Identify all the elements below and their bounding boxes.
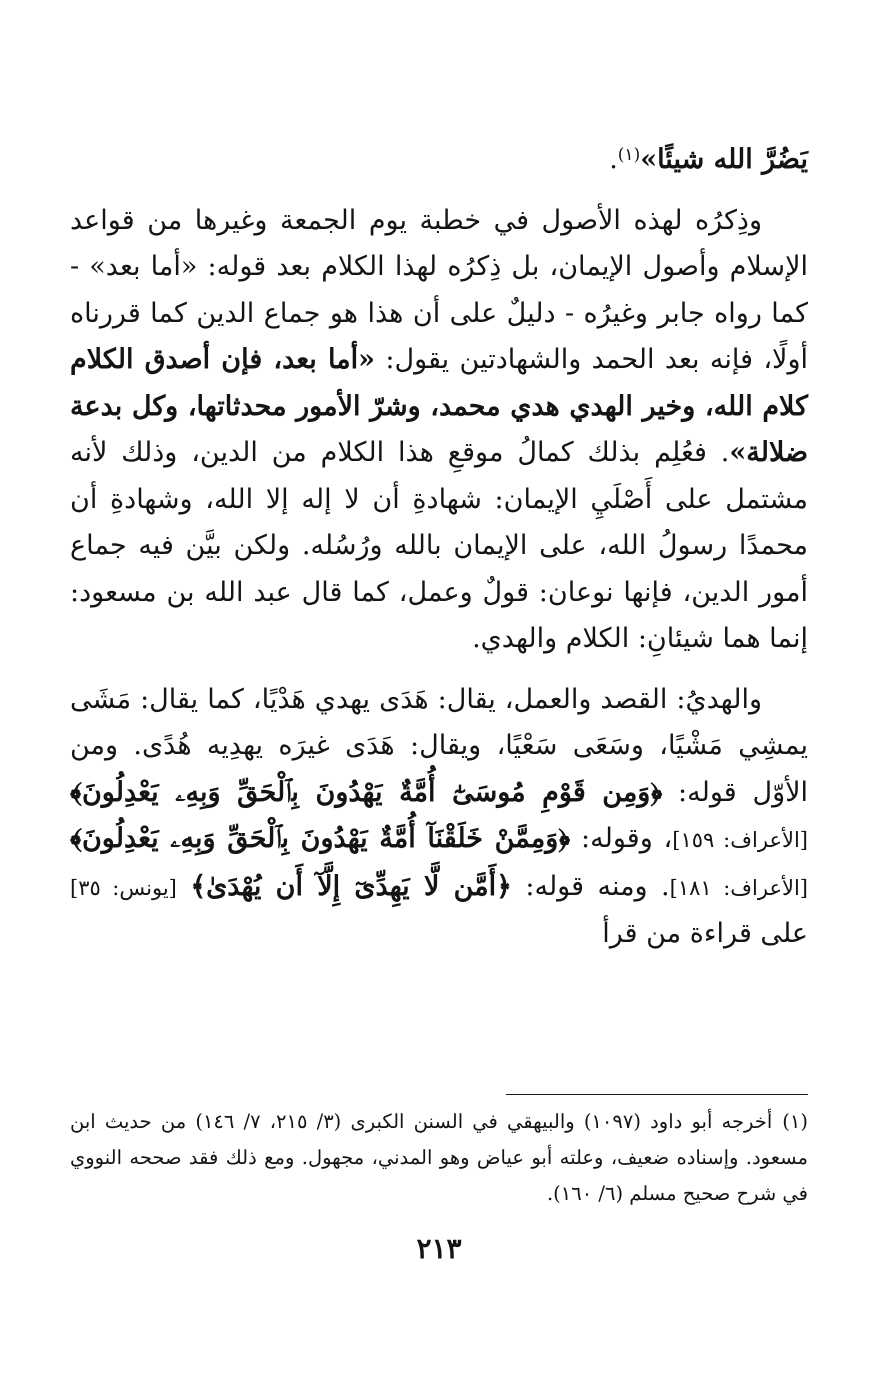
paragraph-2 <box>70 198 808 663</box>
book-page <box>70 0 808 1392</box>
paragraph-3-text-1: والهديُ: القصد والعمل، يقال: هَدَى يهدي هَدْيًا، كما يقال: مَشَى يمشِي مَشْيًا، وسَعَى سَعْيًا، ويقال: هَدَى غيرَه يهدِيه هُدًى. ومن الأوّل قوله: <box>70 683 809 808</box>
quran-verse-3: ﴿أَمَّن لَّا يَهِدِّىٓ إِلَّآ أَن يُهْدَىٰ﴾ <box>190 870 512 902</box>
paragraph-1 <box>70 132 808 184</box>
paragraph-3-text-3: . ومنه قوله: <box>511 870 670 902</box>
quran-verse-2: ﴿وَمِمَّنْ خَلَقْنَآ أُمَّةٌ يَهْدُونَ بِٱلْحَقِّ وَبِهِۦ يَعْدِلُونَ﴾ <box>70 823 571 854</box>
quran-verse-1: ﴿وَمِن قَوْمِ مُوسَىٰٓ أُمَّةٌ يَهْدُونَ بِٱلْحَقِّ وَبِهِۦ يَعْدِلُونَ﴾ <box>70 776 663 808</box>
quote-end-bold: يَضُرَّ الله شيئًا» <box>640 144 808 175</box>
verse-reference-2: [الأعراف: ١٨١] <box>669 875 809 900</box>
footnote-divider <box>506 1094 808 1095</box>
footnote-text: أخرجه أبو داود (١٠٩٧) والبيهقي في السنن الكبرى (٣/ ٢١٥، ٧/ ١٤٦) من حديث ابن مسعود. وإسناده ضعيف، وعلته أبو عياض وهو المدني، مجهول. ومع ذلك فقد صححه النووي في شرح صحيح مسلم (٦/ ١٦٠). <box>70 1110 808 1205</box>
footnotes <box>70 1104 808 1212</box>
main-text <box>70 132 808 958</box>
hadith-quote-bold: «أما بعد، فإن أصدق الكلام كلام الله، وخير الهدي هدي محمد، وشرّ الأمور محدثاتها، وكل بدعة ضلالة» <box>70 344 808 468</box>
footnote-1 <box>70 1104 808 1212</box>
paragraph-1-tail: . <box>609 144 618 175</box>
paragraph-2-text-1: وذِكرُه لهذه الأصول في خطبة يوم الجمعة وغيرها من قواعد الإسلام وأصول الإيمان، بل ذِكرُه لهذا الكلام بعد قوله: «أما بعد» - كما رواه جابر وغيرُه - دليلٌ على أن هذا هو جماع الدين كما قررناه أولًا، فإنه بعد الحمد والشهادتين يقول: <box>70 204 808 375</box>
paragraph-3-text-4: على قراءة من قرأ <box>602 918 808 949</box>
paragraph-3 <box>70 677 808 958</box>
paragraph-3-text-2: ، وقوله: <box>570 823 673 854</box>
paragraph-2-text-2: . فعُلِم بذلك كمالُ موقعِ هذا الكلام من الدين، وذلك لأنه مشتمل على أَصْلَيِ الإيمان: شهادةِ أن لا إله إلا الله، وشهادةِ أن محمدًا رسولُ الله، على الإيمان بالله ورُسُله. ولكن بيَّن فيه جماع أمور الدين، فإنها نوعان: قولٌ وعمل، كما قال عبد الله بن مسعود: إنما هما شيئانِ: الكلام والهدي. <box>70 437 808 654</box>
footnote-number: (١) <box>782 1110 808 1133</box>
footnote-marker: (١) <box>617 145 641 165</box>
page-number: ٢١٣ <box>416 1232 462 1265</box>
verse-reference-1: [الأعراف: ١٥٩] <box>672 828 808 852</box>
verse-reference-3: [يونس: ٣٥] <box>70 875 177 900</box>
